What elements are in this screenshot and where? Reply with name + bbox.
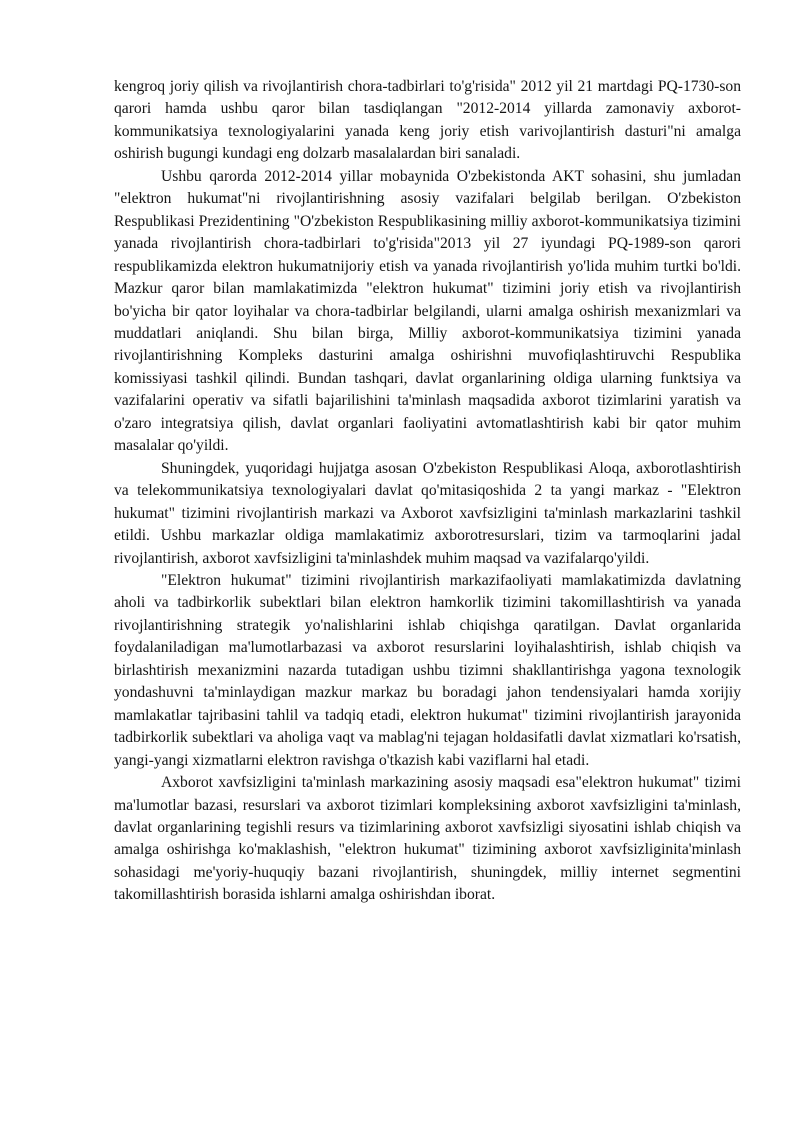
paragraph-axborot-xavfsizligi: Axborot xavfsizligini ta'minlash markazining asosiy maqsadi esa"elektron hukumat" tizimi ma'lumotlar bazasi, resurslari va axborot tizimlari kompleksining axborot xavfsizligini ta'minlash, davlat organlarining tegishli resurs va tizimlarining axborot xavfsizligi siyosatini ishlab chiqish va amalga oshirishga ko'maklashish, "elektron hukumat" tizimining axborot xavfsizliginita'minlash sohasidagi me'yoriy-huquqiy bazani rivojlantirish, shuningdek, milliy internet segmentini takomillashtirish borasida ishlarni amalga oshirishdan iborat. [114,774,741,904]
document-page [114,76,741,907]
paragraph-elektron-hukumat-markazi: "Elektron hukumat" tizimini rivojlantirish markazifaoliyati mamlakatimizda davlatning aholi va tadbirkorlik subektlari bilan elektron hamkorlik tizimini takomillashtirish va yanada rivojlantirishning strategik yo'nalishlarini ishlab chiqishga qaratilgan. Davlat organlarida foydalaniladigan ma'lumotlarbazasi va axborot resurslarini loyihalashtirish, ishlab chiqish va birlashtirish mexanizmini nazarda tutadigan ushbu tizimni shakllantirishga yagona texnologik yondashuvni ta'minlaydigan mazkur markaz bu boradagi jahon tendensiyalari hamda xorijiy mamlakatlar tajribasini tahlil va tadqiq etadi, elektron hukumat" tizimini rivojlantirish jarayonida tadbirkorlik subektlari va aholiga vaqt va mablag'ni tejagan holdasifatli davlat xizmatlari ko'rsatish, yangi-yangi xizmatlarni elektron ravishga o'tkazish kabi vaziflarni hal etadi. [114,571,741,769]
paragraph-shuningdek: Shuningdek, yuqoridagi hujjatga asosan O'zbekiston Respublikasi Aloqa, axborotlashtirish va telekommunikatsiya texnologiyalari davlat qo'mitasiqoshida 2 ta yangi markaz - "Elektron hukumat" tizimini rivojlantirish markazi va Axborot xavfsizligini ta'minlash markazlarini tashkil etildi. Ushbu markazlar oldiga mamlakatimiz axborotresurslari, tizim va tarmoqlarini jadal rivojlantirish, axborot xavfsizligini ta'minlashdek muhim maqsad va vazifalarqo'yildi. [114,459,741,567]
paragraph-qarorda: Ushbu qarorda 2012-2014 yillar mobaynida O'zbekistonda AKT sohasini, shu jumladan "elektron hukumat"ni rivojlantirishning asosiy vazifalari belgilab berilgan. O'zbekiston Respublikasi Prezidentining "O'zbekiston Respublikasining milliy axborot-kommunikatsiya tizimini yanada rivojlantirish chora-tadbirlari to'g'risida"2013 yil 27 iyundagi PQ-1989-son qarori respublikamizda elektron hukumatnijoriy etish va yanada rivojlantirish yo'lida muhim turtki bo'ldi. Mazkur qaror bilan mamlakatimizda "elektron hukumat" tizimini joriy etish va rivojlantirish bo'yicha bir qator loyihalar va chora-tadbirlar belgilandi, ularni amalga oshirish mexanizmlari va muddatlari aniqlandi. Shu bilan birga, Milliy axborot-kommunikatsiya tizimini yanada rivojlantirishning Kompleks dasturini amalga oshirishni muvofiqlashtiruvchi Respublika komissiyasi tashkil qilindi. Bundan tashqari, davlat organlarining oldiga ularning funktsiya va vazifalarini operativ va sifatli bajarilishini ta'minlash maqsadida axborot tizimlarini yaratish va o'zaro integratsiya qilish, davlat organlari faoliyatini avtomatlashtirish kabi bir qator muhim masalalar qo'yildi. [114,167,741,455]
paragraph-continuation: kengroq joriy qilish va rivojlantirish chora-tadbirlari to'g'risida" 2012 yil 21 martdagi PQ-1730-son qarori hamda ushbu qaror bilan tasdiqlangan "2012-2014 yillarda zamonaviy axborot-kommunikatsiya texnologiyalarini yanada keng joriy etish varivojlantirish dasturi"ni amalga oshirish bugungi kundagi eng dolzarb masalalardan biri sanaladi. [114,78,741,163]
